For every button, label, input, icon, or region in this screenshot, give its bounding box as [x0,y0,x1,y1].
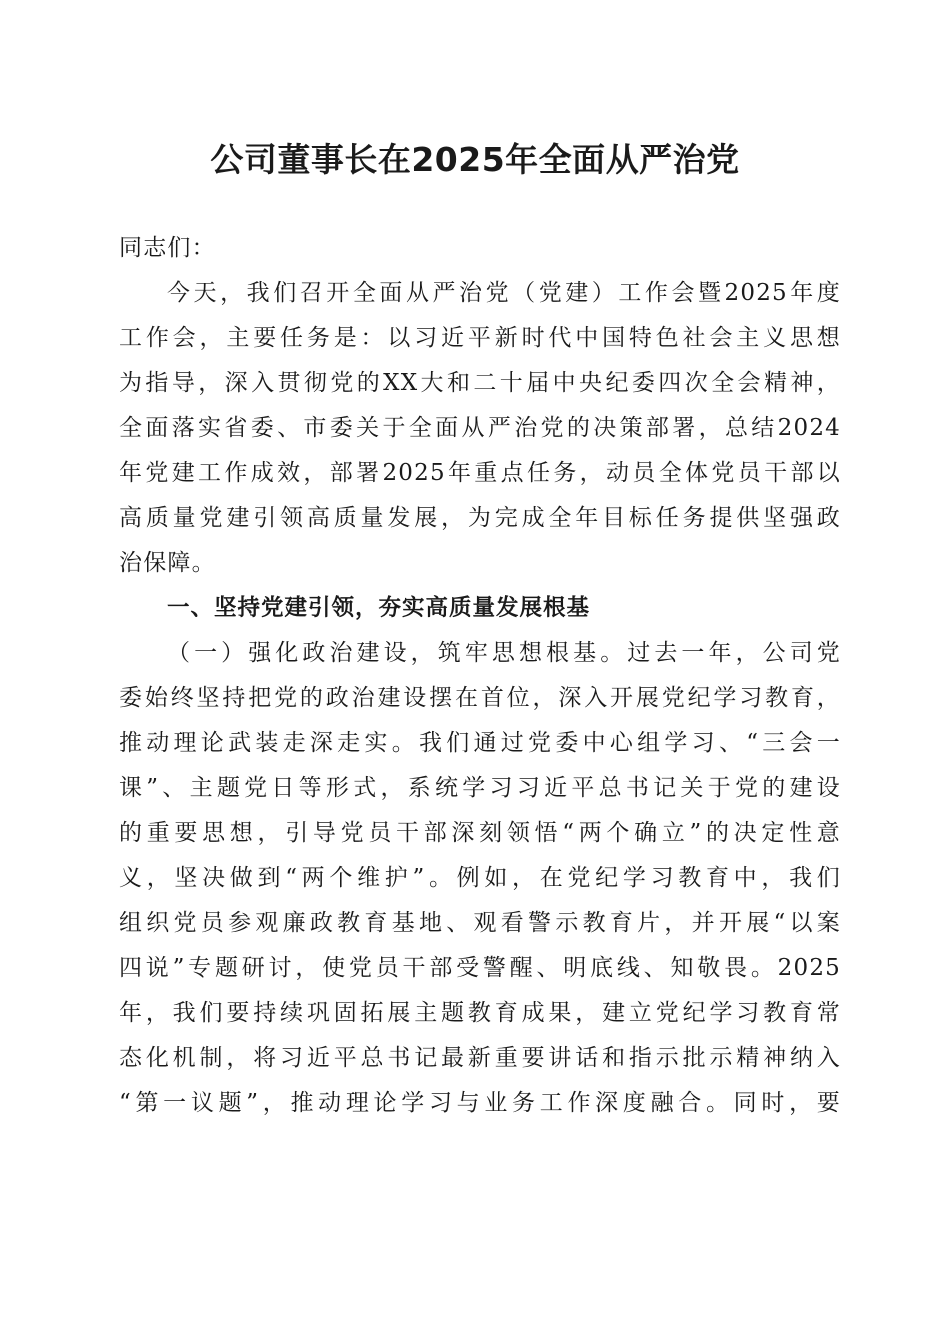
salutation: 同志们： [119,235,216,261]
paragraph-line: 课”、主题党日等形式，系统学习习近平总书记关于党的建设 [119,775,841,801]
paragraph-line: 的重要思想，引导党员干部深刻领悟“两个确立”的决定性意 [119,820,841,846]
paragraph-line: 年，我们要持续巩固拓展主题教育成果，建立党纪学习教育常 [119,1000,841,1026]
section-heading: 一、坚持党建引领，夯实高质量发展根基 [167,595,591,621]
paragraph-line: 高质量党建引领高质量发展，为完成全年目标任务提供坚强政 [119,505,841,531]
paragraph-line: 义，坚决做到“两个维护”。例如，在党纪学习教育中，我们 [119,865,841,891]
paragraph-line: 组织党员参观廉政教育基地、观看警示教育片，并开展“以案 [119,910,841,936]
document-body [119,226,841,1126]
document-title: 公司董事长在2025年全面从严治党 [210,140,740,179]
paragraph-line: 态化机制，将习近平总书记最新重要讲话和指示批示精神纳入 [119,1045,841,1071]
paragraph-line: 工作会，主要任务是：以习近平新时代中国特色社会主义思想 [119,325,841,351]
paragraph-line: 委始终坚持把党的政治建设摆在首位，深入开展党纪学习教育， [119,685,841,711]
paragraph-line: 今天，我们召开全面从严治党（党建）工作会暨2025年度 [167,280,841,306]
paragraph-line: 四说”专题研讨，使党员干部受警醒、明底线、知敬畏。2025 [119,955,841,981]
paragraph-line: “第一议题”，推动理论学习与业务工作深度融合。同时，要 [119,1090,841,1116]
paragraph-line: 为指导，深入贯彻党的XX大和二十届中央纪委四次全会精神， [119,370,841,396]
paragraph-line: 推动理论武装走深走实。我们通过党委中心组学习、“三会一 [119,730,841,756]
paragraph-line: 全面落实省委、市委关于全面从严治党的决策部署，总结2024 [119,415,841,441]
paragraph-line: 年党建工作成效，部署2025年重点任务，动员全体党员干部以 [119,460,841,486]
paragraph-line: （一）强化政治建设，筑牢思想根基。过去一年，公司党 [167,640,841,666]
paragraph-line: 治保障。 [119,550,216,576]
